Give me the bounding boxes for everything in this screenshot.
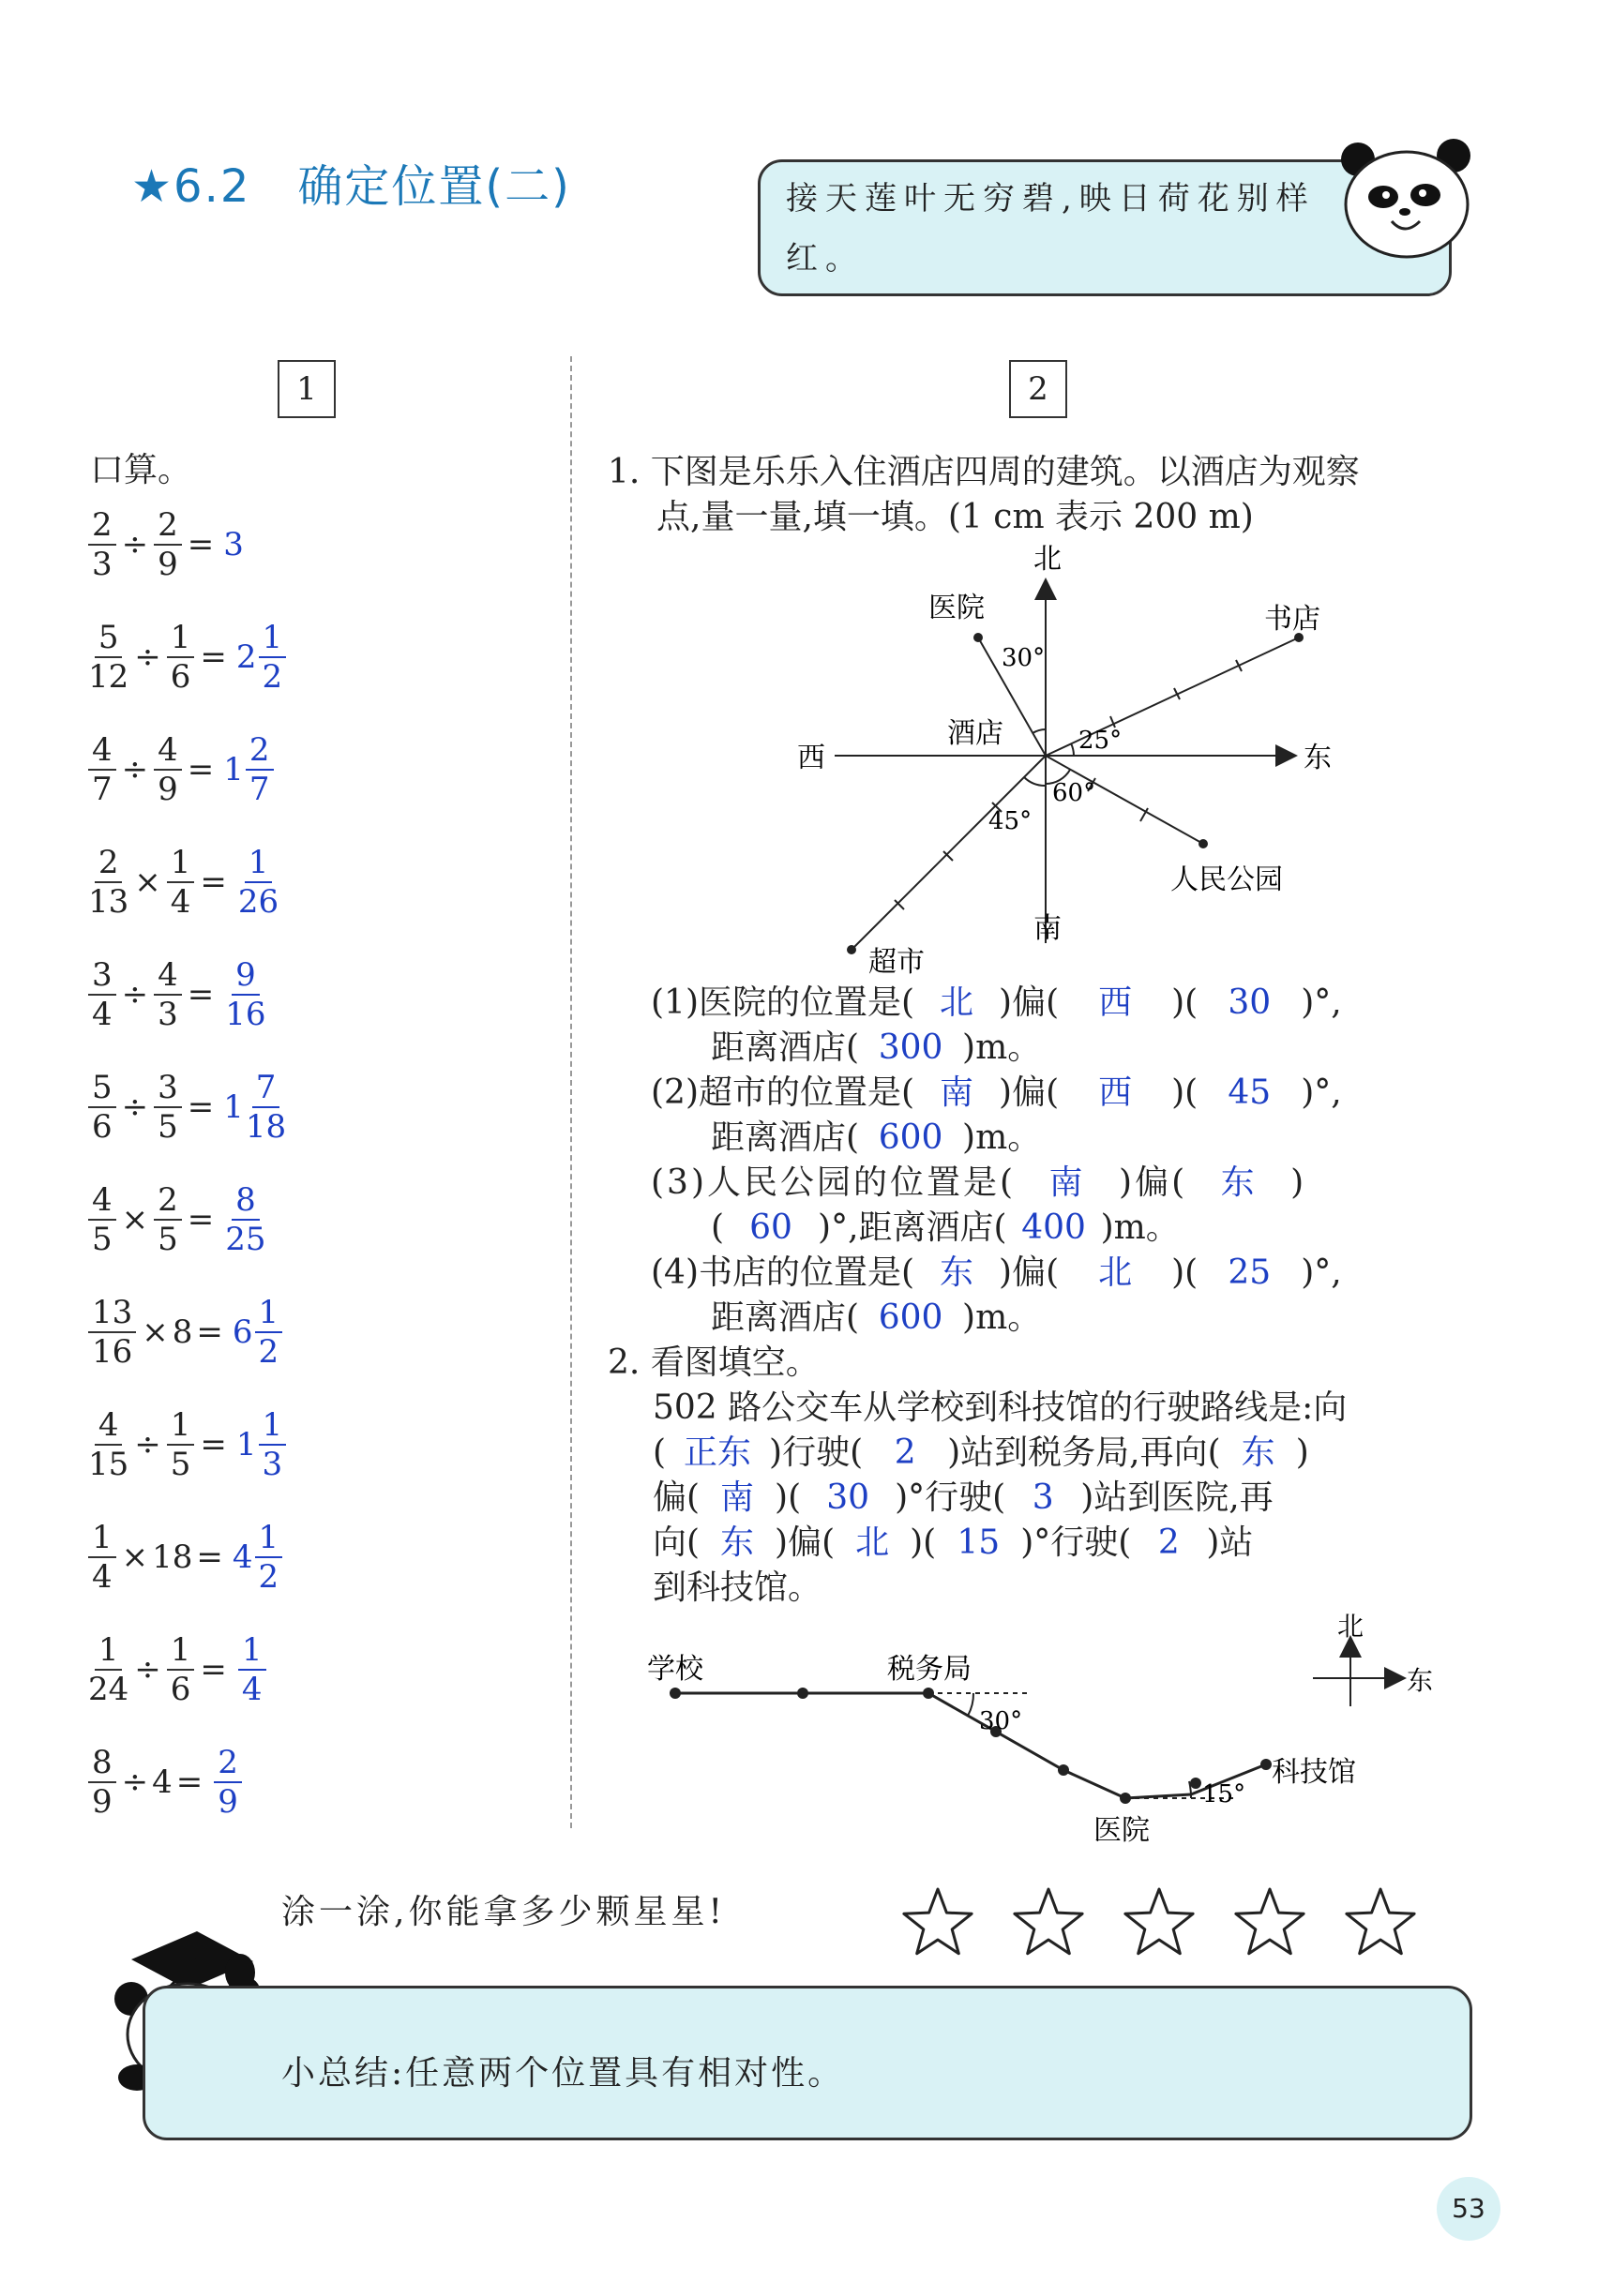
compass-diagram xyxy=(788,531,1350,981)
star-3[interactable] xyxy=(1125,1889,1193,1954)
star-4[interactable] xyxy=(1236,1889,1304,1954)
hospital-label: 医院 xyxy=(928,592,985,624)
calc-answer: 2 1 2 xyxy=(236,619,288,696)
north-label: 北 xyxy=(1337,1611,1364,1642)
page-title: ★6.2 确定位置(二) xyxy=(131,160,571,213)
q1-p4-line1: (4)书店的位置是( 东 )偏( 北 )( 25 )°, xyxy=(651,1253,1342,1292)
angle-15-label: 15° xyxy=(1202,1780,1246,1808)
park-label: 人民公园 xyxy=(1170,863,1283,896)
bookstore-label: 书店 xyxy=(1264,603,1320,636)
market-ray xyxy=(852,756,1046,950)
calc-answer: 9 16 xyxy=(225,956,266,1033)
calc-row: $\frac{5}{6}$ ÷ $\frac{3}{5}$ = 1 7 18 xyxy=(86,1069,288,1146)
calc-row: $\frac{1}{24}$ ÷ $\frac{1}{6}$ = 1 4 xyxy=(86,1631,268,1708)
market-label: 超市 xyxy=(868,946,925,979)
calc-answer: 4 1 2 xyxy=(233,1519,284,1596)
tax-office-label: 税务局 xyxy=(887,1653,972,1686)
angle-60-label: 60° xyxy=(1052,779,1096,807)
q1-p1-line1: (1)医院的位置是( 北 )偏( 西 )( 30 )°, xyxy=(651,983,1342,1022)
calc-row: $\frac{4}{15}$ ÷ $\frac{1}{5}$ = 1 1 3 xyxy=(86,1406,288,1483)
q2-line5: 到科技馆。 xyxy=(653,1568,822,1607)
q1-p3-line2: ( 60 )°,距离酒店( 400 )m。 xyxy=(711,1208,1180,1247)
calc-answer: 1 1 3 xyxy=(236,1406,288,1483)
north-label: 北 xyxy=(1033,543,1062,576)
calc-row: $\frac{4}{5}$ × $\frac{2}{5}$ = 8 25 xyxy=(86,1181,268,1258)
park-point xyxy=(1198,839,1208,848)
section-1-number: 1 xyxy=(278,360,336,418)
stop xyxy=(1190,1778,1201,1789)
angle-30-label: 30° xyxy=(979,1707,1023,1735)
calc-answer: 6 1 2 xyxy=(233,1294,284,1371)
west-label: 西 xyxy=(797,742,825,774)
school-label: 学校 xyxy=(647,1653,703,1686)
q2-heading: 2. 看图填空。 xyxy=(608,1343,820,1382)
calc-row: $\frac{2}{3}$ ÷ $\frac{2}{9}$ = 3 xyxy=(86,506,244,583)
section-2-number: 2 xyxy=(1009,360,1067,418)
q1-p3-line1: (3)人民公园的位置是( 南 )偏( 东 ) xyxy=(651,1163,1307,1202)
calc-answer: 1 4 xyxy=(236,1631,268,1708)
calc-answer: 8 25 xyxy=(225,1181,266,1258)
q1-intro-2: 点,量一量,填一填。(1 cm 表示 200 m) xyxy=(656,498,1254,536)
stop xyxy=(797,1688,808,1699)
calc-row: $\frac{4}{7}$ ÷ $\frac{4}{9}$ = 1 2 7 xyxy=(86,731,276,808)
section-1-heading: 口算。 xyxy=(90,451,192,489)
calc-answer: 1 7 18 xyxy=(223,1069,287,1146)
column-divider xyxy=(570,356,572,1828)
route-diagram xyxy=(628,1603,1472,1847)
q2-line2: ( 正东 )行驶( 2 )站到税务局,再向( 东 ) xyxy=(653,1433,1309,1472)
calc-row: $\frac{1}{4}$ × 18 = 4 1 2 xyxy=(86,1519,284,1596)
q1-p2-line2: 距离酒店( 600 )m。 xyxy=(711,1118,1042,1157)
calc-row: $\frac{2}{13}$ × $\frac{1}{4}$ = 1 26 xyxy=(88,844,279,921)
angle-45-label: 45° xyxy=(988,807,1033,835)
calc-row: $\frac{5}{12}$ ÷ $\frac{1}{6}$ = 2 1 2 xyxy=(86,619,288,696)
calc-answer: 1 26 xyxy=(237,844,279,921)
south-label: 南 xyxy=(1033,912,1062,945)
calc-answer: 1 2 7 xyxy=(223,731,275,808)
hospital-label: 医院 xyxy=(1093,1814,1150,1847)
calc-row: $\frac{13}{16}$ × 8 = 6 1 2 xyxy=(86,1294,284,1371)
page-number: 53 xyxy=(1437,2177,1500,2241)
q1-p4-line2: 距离酒店( 600 )m。 xyxy=(711,1298,1042,1337)
q2-line4: 向( 东 )偏( 北 )( 15 )°行驶( 2 )站 xyxy=(653,1523,1254,1562)
stars-prompt: 涂一涂,你能拿多少颗星星! xyxy=(281,1893,726,1931)
poem-text: 接天莲叶无穷碧,映日荷花别样红。 xyxy=(786,180,1316,278)
hospital-point xyxy=(973,633,983,642)
calc-answer: 3 xyxy=(223,526,244,563)
east-label: 东 xyxy=(1304,742,1332,774)
calc-answer: 2 9 xyxy=(212,1744,244,1821)
hospital-stop xyxy=(1120,1793,1131,1804)
q2-line3: 偏( 南 )( 30 )°行驶( 3 )站到医院,再 xyxy=(653,1478,1274,1517)
panda-icon xyxy=(1332,131,1482,272)
q1-p2-line1: (2)超市的位置是( 南 )偏( 西 )( 45 )°, xyxy=(651,1073,1342,1112)
calc-row: $\frac{8}{9}$ ÷ 4 = 2 9 xyxy=(86,1744,244,1821)
angle-25-label: 25° xyxy=(1078,727,1123,755)
q2-line1: 502 路公交车从学校到科技馆的行驶路线是:向 xyxy=(653,1388,1348,1427)
market-point xyxy=(847,945,856,954)
angle-30-label: 30° xyxy=(1002,644,1046,672)
stop xyxy=(1058,1764,1069,1776)
star-2[interactable] xyxy=(1015,1889,1082,1954)
rating-stars[interactable] xyxy=(896,1880,1440,1964)
star-5[interactable] xyxy=(1347,1889,1414,1954)
summary-text: 小总结:任意两个位置具有相对性。 xyxy=(281,2054,845,2093)
q1-p1-line2: 距离酒店( 300 )m。 xyxy=(711,1028,1042,1067)
tax-office-stop xyxy=(923,1688,934,1699)
calc-row: $\frac{3}{4}$ ÷ $\frac{4}{3}$ = 9 16 xyxy=(86,956,268,1033)
school-stop xyxy=(670,1688,681,1699)
star-1[interactable] xyxy=(904,1889,972,1954)
q1-intro-1: 1. 下图是乐乐入住酒店四周的建筑。以酒店为观察 xyxy=(608,453,1360,491)
museum-stop xyxy=(1260,1759,1272,1770)
museum-label: 科技馆 xyxy=(1272,1756,1356,1789)
hotel-label: 酒店 xyxy=(947,717,1003,750)
east-label: 东 xyxy=(1407,1665,1434,1696)
